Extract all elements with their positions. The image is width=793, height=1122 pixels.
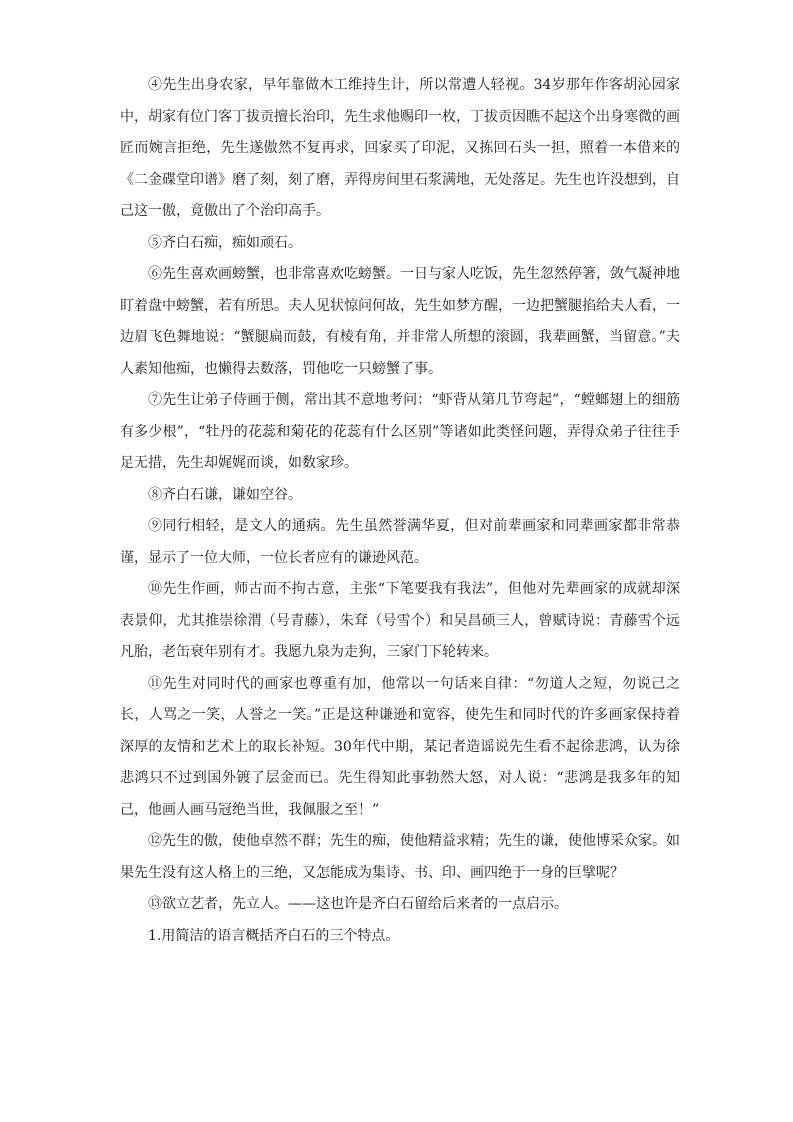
article-body [120,70,680,952]
paragraph-13: ⑬欲立艺者，先立人。——这也许是齐白石留给后来者的一点启示。 [148,896,568,912]
paragraph-5: ⑤齐白石痴，痴如顽石。 [148,234,302,251]
paragraph-6: ⑥先生喜欢画螃蟹，也非常喜欢吃螃蟹。一日与家人吃饭，先生忽然停箸，敛气凝神地盯着盘中螃蟹，若有所思。夫人见状惊问何故，先生如梦方醒，一边把蟹腿掐给夫人看，一边眉飞色舞地说：“蟹腿扁而鼓，有棱有角，并非常人所想的滚圆，我辈画蟹，当留意。”夫人素知他痴，也懒得去数落，罚他吃一只螃蟹了事。 [120,266,680,377]
paragraph-7: ⑦先生让弟子侍画于侧，常出其不意地考问：“虾背从第几节弯起”，“螳螂翅上的细筋有多少根”，“牡丹的花蕊和菊花的花蕊有什么区别”等诸如此类怪问题，弄得众弟子往往手足无措，先生却娓娓而谈，如数家珍。 [120,392,680,471]
paragraph-10: ⑩先生作画，师古而不拘古意，主张“下笔要我有我法”，但他对先辈画家的成就却深表景仰，尤其推崇徐渭（号青藤），朱耷（号雪个）和吴昌硕三人，曾赋诗说：青藤雪个远凡胎，老缶衰年别有才。我愿九泉为走狗，三家门下轮转来。 [120,581,680,660]
paragraph-4: ④先生出身农家，早年靠做木工维持生计，所以常遭人轻视。34岁那年作客胡沁园家中，胡家有位门客丁拔贡擅长治印，先生求他赐印一枚，丁拔贡因瞧不起这个出身寒微的画匠而婉言拒绝，先生遂傲然不复再求，回家买了印泥，又拣回石头一担，照着一本借来的《二金碟堂印谱》磨了刻，刻了磨，弄得房间里石浆满地，无处落足。先生也许没想到，自己这一傲，竟傲出了个治印高手。 [120,77,680,219]
paragraph-9: ⑨同行相轻，是文人的通病。先生虽然誉满华夏，但对前辈画家和同辈画家都非常恭谨，显示了一位大师，一位长者应有的谦逊风范。 [120,518,680,566]
question-1: 1.用简洁的语言概括齐白石的三个特点。 [148,927,400,944]
paragraph-11: ⑪先生对同时代的画家也尊重有加，他常以一句话来自律：“勿道人之短，勿说己之长，人骂之一笑，人誉之一笑。”正是这种谦逊和宽容，使先生和同时代的许多画家保持着深厚的友情和艺术上的取长补短。30年代中期，某记者造谣说先生看不起徐悲鸿，认为徐悲鸿只不过到国外镀了层金而已。先生得知此事勃然大怒，对人说：“悲鸿是我多年的知己，他画人画马冠绝当世，我佩服之至！” [120,675,680,818]
paragraph-12: ⑫先生的傲，使他卓然不群；先生的痴，使他精益求精；先生的谦，使他博采众家。如果先生没有这人格上的三绝，又怎能成为集诗、书、印、画四绝于一身的巨擘呢？ [120,833,680,881]
paragraph-8: ⑧齐白石谦，谦如空谷。 [148,486,302,503]
